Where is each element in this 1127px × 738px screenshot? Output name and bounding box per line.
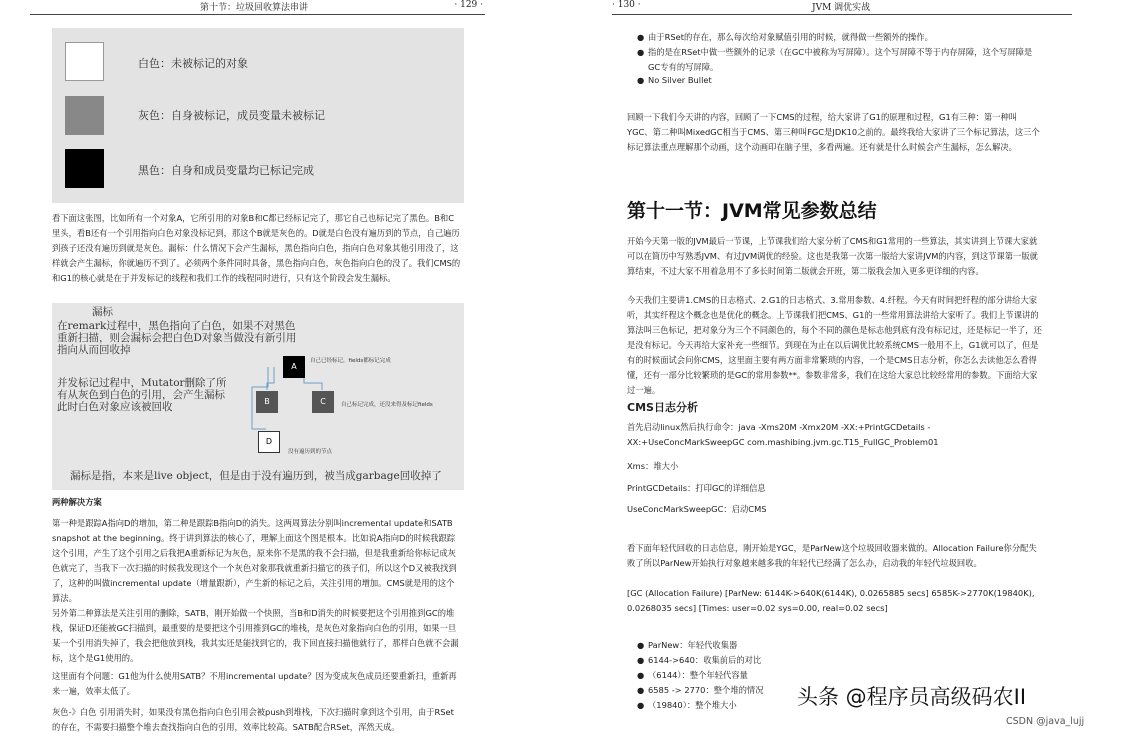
- node-b: B: [256, 391, 278, 413]
- left-page-header: [30, 0, 485, 15]
- note-node-c: 自己标记完成，还没来得及标记fields: [341, 402, 433, 408]
- figure-caption: 漏标是指，本来是live object，但是由于没有遍历到，被当成garbage回收掉了: [70, 470, 442, 482]
- paragraph-tricolor-intro: 看下面这张图，比如所有一个对象A，它所引用的对象B和C都已经标记完了，那它自己也标记完了黑色。B和C里头，看B还有一个引用指向白色对象没标记到，那这个B就是灰色的。D就是白色没有遍历到的节点，自己遍历到孩子还没有遍历到就是灰色。漏标：什么情况下会产生漏标，黑色指向白色，指向白色对象其他引用没了，这样就会产生漏标，你就遍历不到了。必须两个条件同时具备，黑色指向白色，灰色指向白色的没了。我们CMS的和G1的核心就是在于并发标记的线程和我们工作的线程同时进行，只有这个阶段会发生漏标。: [52, 213, 461, 283]
- right-page: [562, 0, 1127, 738]
- param-printgcdetails: PrintGCDetails：打印GC的详细信息: [627, 483, 766, 493]
- figure-title: 漏标: [92, 306, 113, 318]
- white-swatch: [65, 42, 104, 81]
- list-item: ● No Silver Bullet: [637, 75, 712, 85]
- figure-mutator-text: 并发标记过程中，Mutator删除了所有从灰色到白色的引用，会产生漏标此时白色对象应该被回收: [57, 377, 227, 413]
- list-item: ● （19840）：整个堆大小: [637, 700, 737, 710]
- command-line-text: 首先启动linux然后执行命令：java -Xms20M -Xmx20M -XX:+PrintGCDetails -XX:+UseConcMarkSweepGC com.mashibing.jvm.gc.T15_FullGC_Problem01: [627, 422, 939, 447]
- color-legend-box: [52, 28, 464, 203]
- list-item: ● ParNew：年轻代收集器: [637, 640, 738, 650]
- page-gutter: [540, 0, 562, 738]
- csdn-credit: CSDN @java_lujj: [1006, 716, 1085, 727]
- cms-log-heading: CMS日志分析: [627, 401, 698, 414]
- paragraph-recap: 回顾一下我们今天讲的内容，回顾了一下CMS的过程，给大家讲了G1的原理和过程，G1有三种：第一种叫YGC、第二种叫MixedGC相当于CMS、第三种叫FGC是JDK10之前的。最终我给大家讲了三个标记算法，这三个标记算法重点理解那个动画，这个动画印在脑子里，多看两遍。还有就是什么时候会产生漏标，怎么解决。: [627, 112, 1040, 152]
- missed-mark-figure: [52, 303, 464, 490]
- right-header-title: JVM 调优实战: [812, 3, 871, 13]
- paragraph-intro-1: 开始今天第一版的JVM最后一节课，上节课我们给大家分析了CMS和G1常用的一些算法，其实讲到上节课大家就可以在简历中写熟悉JVM、有过JVM调优的经验。这也是我第一次第一版给大家讲JVM的内容，到这节课第一版就算结束，不过大家不用着急用不了多长时间第二版就会开班，第二版我会加入更多更详细的内容。: [627, 236, 1038, 276]
- paragraph-g1-question: 这里面有个问题：G1他为什么使用SATB？不用incremental update？因为变成灰色成员还要重新扫，重新再来一遍，效率太低了。: [52, 671, 457, 696]
- paragraph-rset: 灰色-》白色 引用消失时，如果没有黑色指向白色引用会被push到堆栈，下次扫描时拿到这个引用，由于RSet的存在，不需要扫描整个堆去查找指向白色的引用，效率比较高。SATB配合RSet，浑然天成。: [52, 707, 454, 732]
- paragraph-satb: 另外第二种算法是关注引用的删除，SATB，刚开始做一个快照，当B和D消失的时候要把这个引用推到GC的堆栈，保证D还能被GC扫描到，最重要的是要把这个引用推到GC的堆栈，是灰色对象指向白色的引用，如果一旦某一个引用消失掉了，我会把他放到栈，我其实还是能找到它的，我下回直接扫描他就行了，那样白色就不会漏标，这个是G1使用的。: [52, 608, 459, 663]
- black-swatch: [65, 149, 104, 188]
- node-d: D: [258, 431, 280, 453]
- toutiao-watermark: 头条 @程序员高级码农II: [797, 685, 1027, 709]
- list-item: ● 由于RSet的存在，那么每次给对象赋值引用的时候，就得做一些额外的操作。: [637, 32, 933, 42]
- gray-swatch: [65, 96, 104, 135]
- list-item: ● 6144->640：收集前后的对比: [637, 655, 762, 665]
- node-c: C: [312, 391, 334, 413]
- node-a: A: [283, 356, 305, 378]
- right-page-header: [612, 0, 1072, 15]
- paragraph-young-gc: 看下面年轻代回收的日志信息，刚开始是YGC，是ParNew这个垃圾回收器来做的。Allocation Failure你分配失败了所以ParNew开始执行对象越来越多我的年轻代已经满了怎么办，启动我的年轻代垃圾回收。: [627, 543, 1037, 568]
- list-item: ● 6585 -> 2770：整个堆的情况: [637, 685, 764, 695]
- param-useconcmarksweepgc: UseConcMarkSweepGC：启动CMS: [627, 504, 767, 514]
- left-page: [0, 0, 540, 738]
- chapter-section-title: 第十一节：JVM常见参数总结: [627, 200, 877, 222]
- left-header-title: 第十节：垃圾回收算法串讲: [200, 3, 309, 13]
- paragraph-intro-2: 今天我们主要讲1.CMS的日志格式、2.G1的日志格式、3.常用参数、4.纤程。今天有时间把纤程的部分讲给大家听，其实纤程这个概念也是优化的概念。上节课我们把CMS、G1的一些常用算法讲给大家听了。我们上节课讲的算法叫三色标记，把对象分为三个不同颜色的，每个不同的颜色是标志他到底有没有标记过，还是标记一半了，还是没有标记。今天再给大家补充一些细节。到现在为止在以后调优比较系统CMS一般用不上，G1就可以了，但是有的时候面试会问你CMS，这里面主要有两方面非常繁琐的内容，一个是CMS日志分析，你怎么去读他怎么看得懂，还有一部分比较繁琐的是GC的常用参数**。参数非常多，我们在这给大家总比较经常用的参数。下面给大家过一遍。: [627, 295, 1042, 395]
- legend-black-label: 黑色：自身和成员变量均已标记完成: [138, 164, 314, 177]
- right-page-number: · 130 ·: [612, 0, 641, 10]
- paragraph-incremental-update: 第一种是跟踪A指向D的增加，第二种是跟踪B指向D的消失。这两周算法分别叫incremental update和SATB snapshot at the beginning。终于讲到算法的核心了，理解上面这个图是根本。比如说A指向D的时候我跟踪这个引用，产生了这个引用之后我把A重新标记为灰色，原来你不是黑的我不会扫描，但是我重新给你标记成灰色就完了，当我下一次扫描的时候我发现这个一个灰色对象那我就重新扫描它的孩子们，所以这个D又被我找到了，这种的叫做incremental update（增量跟新），产生新的标记之后，关注引用的增加。CMS就是用的这个算法。: [52, 518, 457, 603]
- legend-white-label: 白色：未被标记的对象: [138, 57, 248, 70]
- left-page-number: · 129 ·: [454, 0, 483, 10]
- note-node-a: 自己已经标记，fields都标记完成: [310, 358, 391, 364]
- legend-gray-label: 灰色：自身被标记，成员变量未被标记: [138, 109, 325, 122]
- param-xms: Xms：堆大小: [627, 461, 679, 471]
- note-node-d: 没有遍历到的节点: [288, 449, 333, 455]
- list-item: ● （6144）：整个年轻代容量: [637, 670, 748, 680]
- gc-log-line: [GC (Allocation Failure) [ParNew: 6144K->640K(6144K), 0.0265885 secs] 6585K->2770K(19840K), 0.0268035 secs] [Times: user=0.02 sys=0.00, real=0.02 secs]: [627, 588, 1035, 613]
- list-item: ● 指的是在RSet中做一些额外的记录（在GC中被称为写屏障）。这个写屏障不等于内存屏障，这个写屏障是GC专有的写屏障。: [637, 47, 1033, 72]
- figure-remark-text: 在remark过程中，黑色指向了白色，如果不对黑色重新扫描，则会漏标会把白色D对象当做没有新引用指向从而回收掉: [57, 320, 297, 356]
- section-two-solutions: 两种解决方案: [52, 497, 102, 507]
